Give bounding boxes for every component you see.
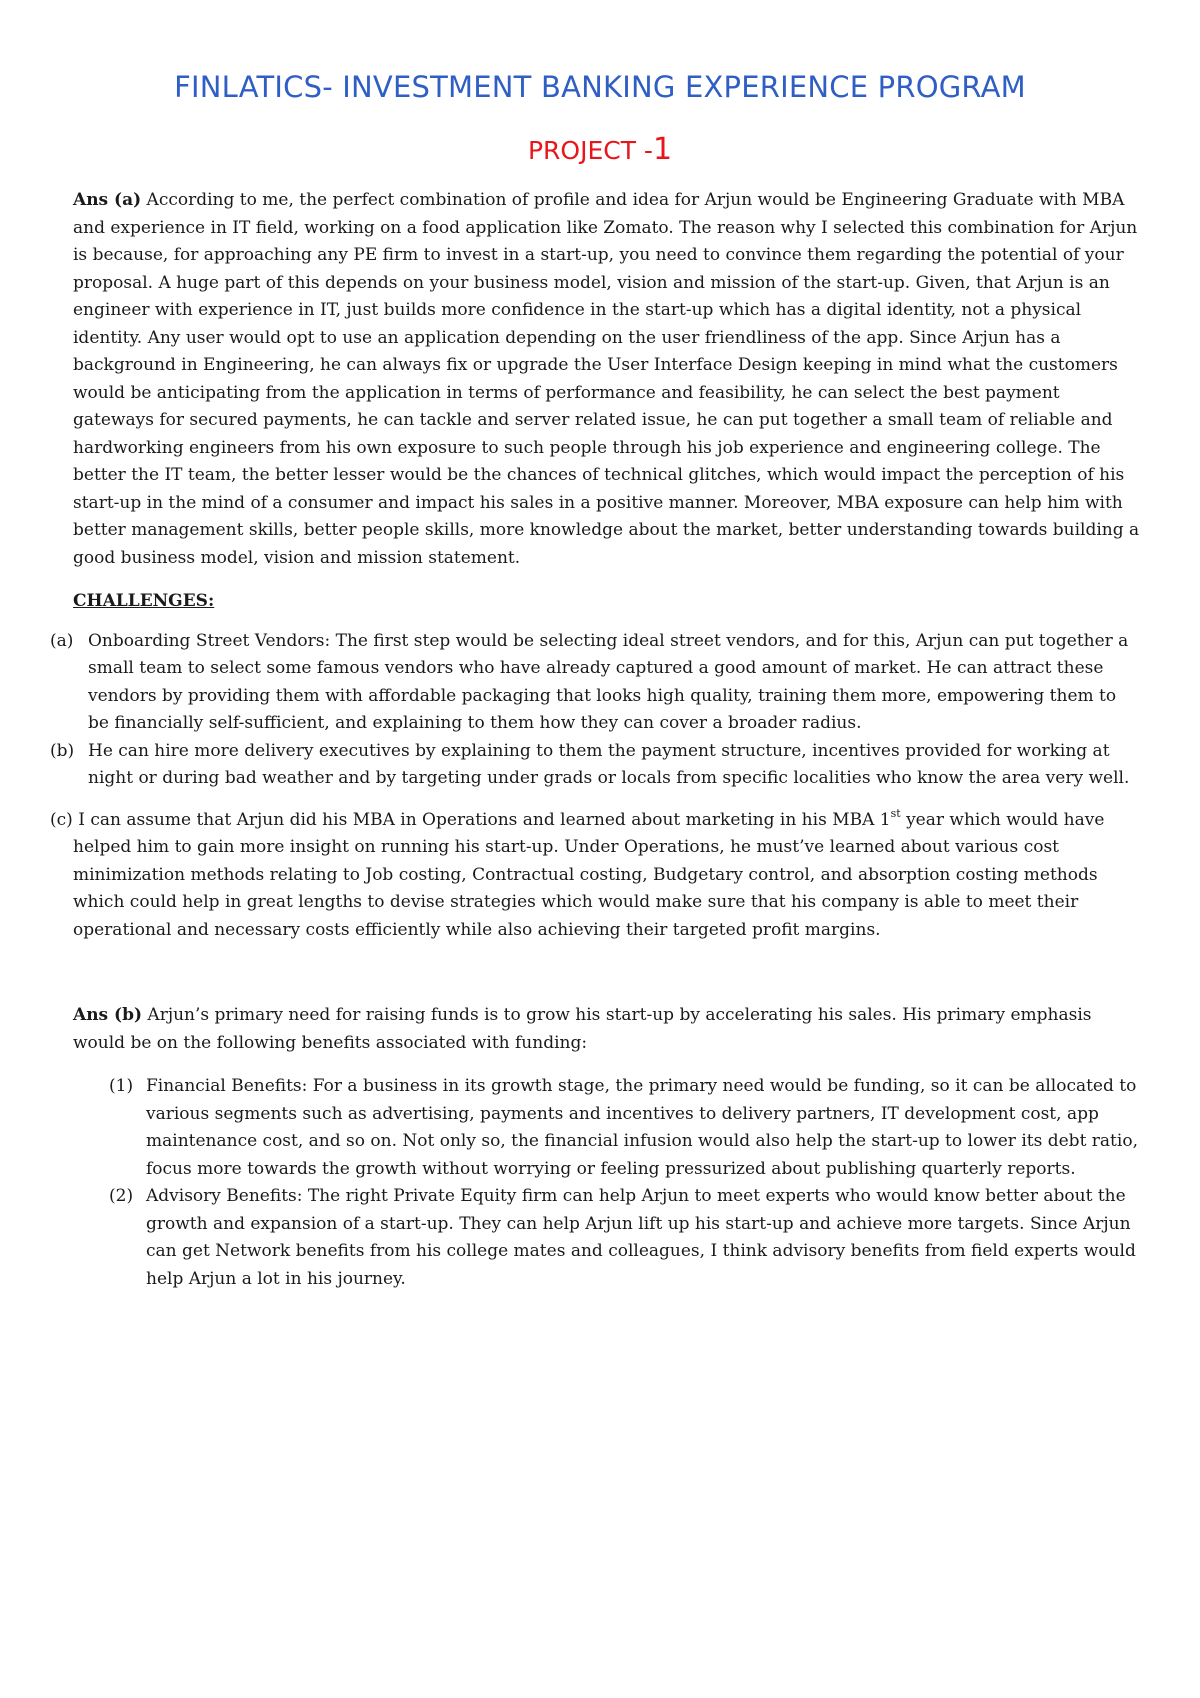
project-heading — [0, 132, 1200, 167]
project-label: PROJECT - — [527, 136, 653, 165]
challenge-item — [50, 628, 1140, 738]
challenge-marker: (a) — [50, 630, 74, 651]
challenge-text: He can hire more delivery executives by explaining to them the payment structure, incentives provided for working at night or during bad weather and by targeting under grads or locals from specific localities who know the area very well. — [88, 740, 1130, 788]
section-spacer — [73, 944, 1140, 1002]
benefit-item — [109, 1183, 1140, 1293]
answer-a-text: According to me, the perfect combination of profile and idea for Arjun would be Engineering Graduate with MBA and experience in IT field, working on a food application like Zomato. The reason why I selected this combination for Arjun is because, for approaching any PE firm to invest in a start-up, you need to convince them regarding the potential of your proposal. A huge part of this depends on your business model, vision and mission of the start-up. Given, that Arjun is an engineer with experience in IT, just builds more confidence in the start-up which has a digital identity, not a physical identity. Any user would opt to use an application depending on the user friendliness of the app. Since Arjun has a background in Engineering, he can always fix or upgrade the User Interface Design keeping in mind what the customers would be anticipating from the application in terms of performance and feasibility, he can select the best payment gateways for secured payments, he can tackle and server related issue, he can put together a small team of reliable and hardworking engineers from his own exposure to such people through his job experience and engineering college. The better the IT team, the better lesser would be the chances of technical glitches, which would impact the perception of his start-up in the mind of a consumer and impact his sales in a positive manner. Moreover, MBA exposure can help him with better management skills, better people skills, more knowledge about the market, better understanding towards building a good business model, vision and mission statement. — [73, 190, 1140, 568]
answer-b-paragraph — [73, 1002, 1140, 1057]
answer-b-text: Arjun’s primary need for raising funds is to grow his start-up by accelerating his sales. His primary emphasis would be on the following benefits associated with funding: — [73, 1005, 1092, 1053]
project-number: 1 — [652, 132, 673, 167]
benefit-marker: (2) — [109, 1186, 134, 1206]
benefit-text: Advisory Benefits: The right Private Equity firm can help Arjun to meet experts who would know better about the growth and expansion of a start-up. They can help Arjun lift up his start-up and achieve more targets. Since Arjun can get Network benefits from his college mates and colleagues, I think advisory benefits from field experts would help Arjun a lot in his journey. — [146, 1186, 1136, 1289]
answer-b-label: Ans (b) — [73, 1005, 143, 1025]
challenge-c-marker: (c) — [50, 809, 73, 830]
funding-benefits-list — [109, 1073, 1140, 1293]
challenges-list — [50, 628, 1140, 793]
challenge-c-paragraph — [50, 806, 1140, 945]
answer-a-label: Ans (a) — [73, 190, 142, 210]
challenge-item — [50, 738, 1140, 793]
challenge-c-text-end: year which would have helped him to gain more insight on running his start-up. Under Operations, he must’ve learned about various cost minimization methods relating to Job costing, Contractual costing, Budgetary control, and absorption costing methods which could help in great lengths to devise strategies which would make sure that his company is able to meet their operational and necessary costs efficiently while also achieving their targeted profit margins. — [73, 809, 1105, 940]
document-body — [50, 187, 1140, 1293]
ordinal-suffix: st — [890, 806, 901, 820]
challenge-c-text-start: I can assume that Arjun did his MBA in Operations and learned about marketing in his MBA 1 — [72, 809, 891, 830]
challenges-heading: CHALLENGES: — [73, 591, 215, 611]
document-title: FINLATICS- INVESTMENT BANKING EXPERIENCE PROGRAM — [174, 70, 1026, 104]
benefit-text: Financial Benefits: For a business in its growth stage, the primary need would be funding, so it can be allocated to various segments such as advertising, payments and incentives to delivery partners, IT development cost, app maintenance cost, and so on. Not only so, the financial infusion would also help the start-up to lower its debt ratio, focus more towards the growth without worrying or feeling pressurized about publishing quarterly reports. — [146, 1076, 1138, 1179]
benefit-item — [109, 1073, 1140, 1183]
challenge-text: Onboarding Street Vendors: The first step would be selecting ideal street vendors, and for this, Arjun can put together a small team to select some famous vendors who have already captured a good amount of market. He can attract these vendors by providing them with affordable packaging that looks high quality, training them more, empowering them to be financially self-sufficient, and explaining to them how they can cover a broader radius. — [88, 630, 1129, 733]
answer-a-paragraph — [73, 187, 1140, 572]
benefit-marker: (1) — [109, 1076, 134, 1096]
challenge-marker: (b) — [50, 740, 75, 761]
